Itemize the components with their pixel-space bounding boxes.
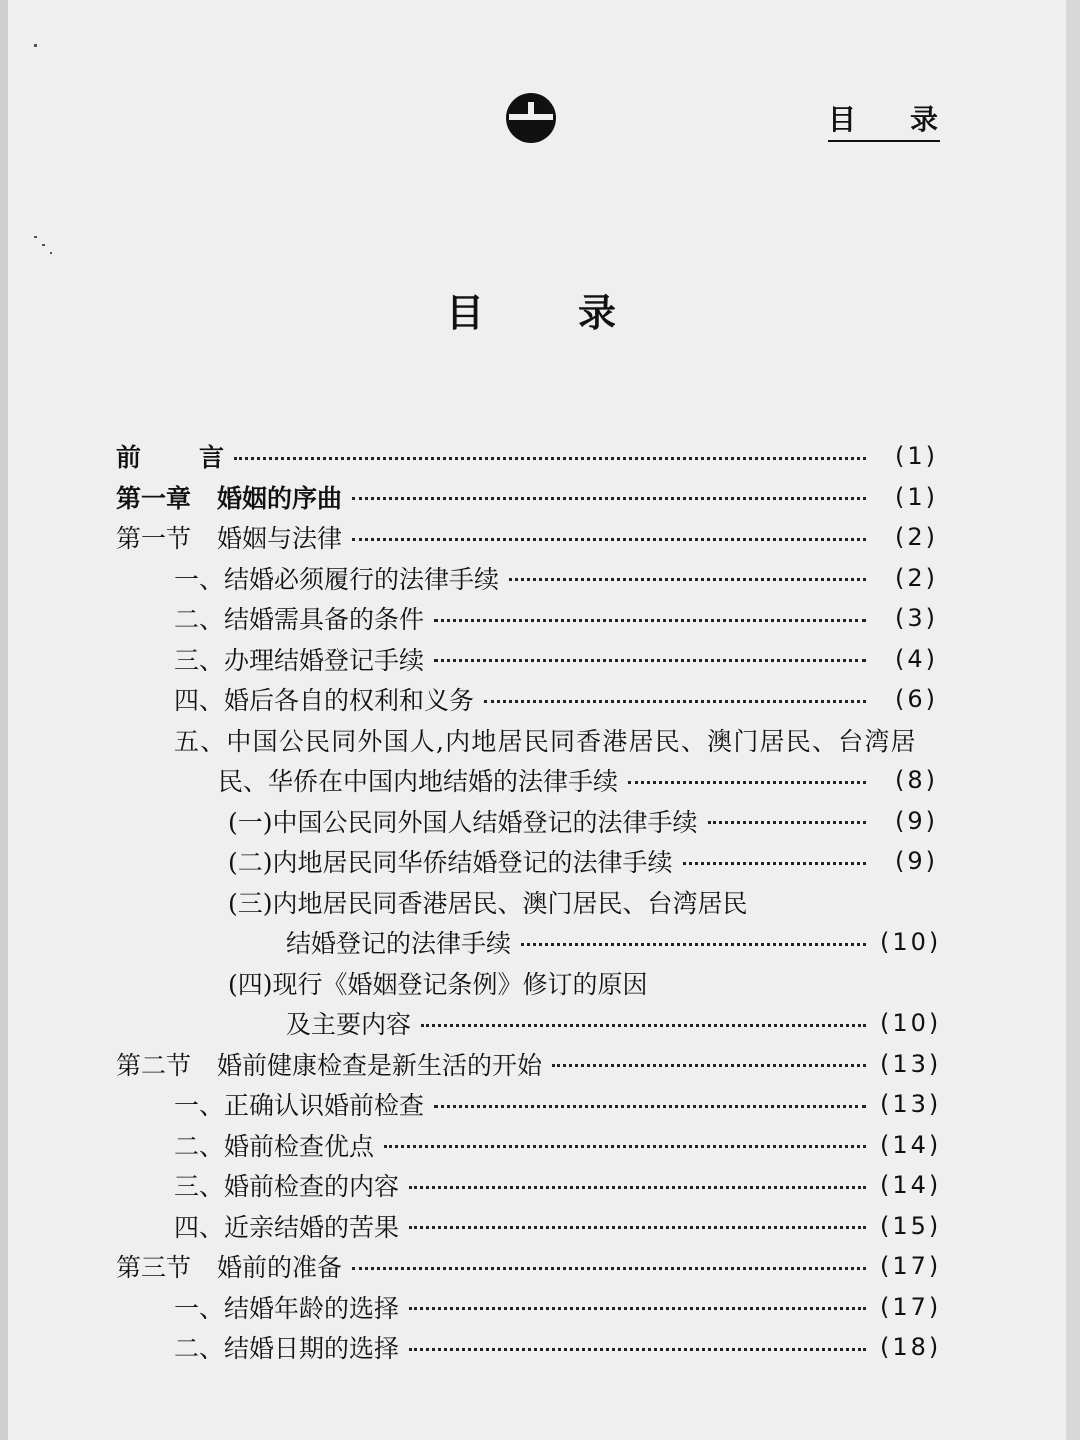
toc-entry (116, 1246, 942, 1287)
toc-entry-title (116, 479, 342, 515)
toc-entry-title (116, 1248, 342, 1284)
scan-speck (50, 252, 52, 254)
toc-entry-number: 第一节 (116, 524, 192, 554)
page-edge-left (0, 0, 8, 1440)
toc-entry (116, 922, 942, 963)
toc-entry (116, 801, 938, 842)
toc-entry (116, 558, 938, 599)
toc-page-number: (10) (880, 928, 942, 957)
toc-entry (116, 720, 938, 761)
toc-entry-title: 四、婚后各自的权利和义务 (174, 686, 475, 716)
toc-entry-title: (三)内地居民同香港居民、澳门居民、台湾居民 (228, 888, 748, 918)
toc-entry (116, 1003, 942, 1044)
dot-leader (409, 1348, 866, 1351)
dot-leader (628, 781, 866, 784)
toc-entry-heading: 婚前健康检查是新生活的开始 (217, 1050, 543, 1080)
dot-leader (409, 1307, 866, 1310)
dot-leader (683, 862, 866, 865)
toc-entry-title: 一、正确认识婚前检查 (174, 1091, 425, 1121)
running-header-right: 录 (909, 103, 940, 136)
toc-page-number: (1) (895, 482, 938, 511)
toc-entry-heading: 婚姻的序曲 (217, 483, 343, 513)
toc-entry-title: 民、华侨在中国内地结婚的法律手续 (218, 767, 619, 797)
toc-page-number: (13) (880, 1090, 942, 1119)
toc-entry (116, 1206, 942, 1247)
toc-page-number: (15) (880, 1211, 942, 1240)
dot-leader (434, 619, 866, 622)
toc-entry (116, 882, 938, 923)
toc-page-number: (4) (895, 644, 938, 673)
dot-leader (421, 1024, 866, 1027)
page-title-left: 目 (446, 291, 485, 335)
toc-page-number: (1) (895, 442, 938, 471)
toc-entry-number: 前 (116, 443, 142, 473)
dot-leader (509, 578, 866, 581)
toc-entry-heading: 婚前的准备 (217, 1253, 343, 1283)
toc-page-number: (2) (895, 523, 938, 552)
running-header (828, 98, 940, 142)
dot-leader (234, 457, 866, 460)
dot-leader (484, 700, 866, 703)
toc-page-number: (6) (895, 685, 938, 714)
toc-entry-number: 第三节 (116, 1253, 192, 1283)
toc-entry (116, 679, 938, 720)
toc-entry (116, 1044, 942, 1085)
toc-entry-title: 二、结婚日期的选择 (174, 1334, 400, 1364)
dot-leader (552, 1064, 866, 1067)
toc-entry (116, 1084, 942, 1125)
toc-entry-title: 及主要内容 (286, 1010, 412, 1040)
toc-page-number: (3) (895, 604, 938, 633)
toc-page-number: (18) (880, 1333, 942, 1362)
toc-entry-title: 二、婚前检查优点 (174, 1131, 375, 1161)
toc-entry-title: 二、结婚需具备的条件 (174, 605, 425, 635)
page-title-right: 录 (577, 291, 616, 335)
scan-speck (34, 236, 37, 238)
dot-leader (521, 943, 866, 946)
toc-page-number: (17) (880, 1292, 942, 1321)
toc-entry-title (116, 1046, 542, 1082)
toc-page-number: (17) (880, 1252, 942, 1281)
dot-leader (352, 538, 866, 541)
toc-page-number: (2) (895, 563, 938, 592)
toc-entry-number: 第二节 (116, 1050, 192, 1080)
scan-speck (42, 244, 45, 246)
toc-entry (116, 598, 938, 639)
toc-entry-title (116, 519, 342, 555)
toc-entry-title: (二)内地居民同华侨结婚登记的法律手续 (228, 848, 673, 878)
toc-entry (116, 477, 938, 518)
dot-leader (384, 1145, 866, 1148)
publisher-logo-icon (505, 92, 557, 144)
toc-entry-title (116, 438, 224, 474)
toc-entry (116, 436, 938, 477)
toc-page-number: (14) (880, 1171, 942, 1200)
toc-entry-title: (四)现行《婚姻登记条例》修订的原因 (228, 969, 648, 999)
toc-entry (116, 841, 938, 882)
toc-entry-title: 三、婚前检查的内容 (174, 1172, 400, 1202)
toc-page-number: (14) (880, 1130, 942, 1159)
toc-entry (116, 760, 938, 801)
toc-entry (116, 639, 938, 680)
toc-entry-number: 第一章 (116, 483, 192, 513)
toc-entry (116, 1287, 942, 1328)
toc-entry-heading: 言 (199, 443, 225, 473)
toc-page-number: (13) (880, 1049, 942, 1078)
page-edge-right (1066, 0, 1080, 1440)
toc-entry-title: 三、办理结婚登记手续 (174, 645, 425, 675)
toc-entry-heading: 婚姻与法律 (217, 524, 343, 554)
table-of-contents (116, 436, 942, 1368)
toc-page-number: (10) (880, 1009, 942, 1038)
toc-page-number: (8) (895, 766, 938, 795)
toc-entry-title: 结婚登记的法律手续 (286, 929, 512, 959)
dot-leader (409, 1186, 866, 1189)
toc-entry (116, 1165, 942, 1206)
toc-page-number: (9) (895, 806, 938, 835)
toc-entry-title: 五、中国公民同外国人,内地居民同香港居民、澳门居民、台湾居 (174, 726, 917, 756)
dot-leader (352, 497, 866, 500)
toc-entry-title: 四、近亲结婚的苦果 (174, 1212, 400, 1242)
toc-entry (116, 1125, 942, 1166)
toc-entry (116, 517, 938, 558)
page-title (446, 282, 616, 337)
running-header-left: 目 (828, 103, 859, 136)
toc-entry (116, 1327, 942, 1368)
toc-entry-title: 一、结婚必须履行的法律手续 (174, 564, 500, 594)
toc-entry-title: 一、结婚年龄的选择 (174, 1293, 400, 1323)
dot-leader (708, 821, 866, 824)
toc-entry-title: (一)中国公民同外国人结婚登记的法律手续 (228, 807, 698, 837)
dot-leader (434, 1105, 866, 1108)
dot-leader (409, 1226, 866, 1229)
dot-leader (434, 659, 866, 662)
toc-page-number: (9) (895, 847, 938, 876)
dot-leader (352, 1267, 866, 1270)
scan-speck (34, 44, 37, 47)
toc-entry (116, 963, 938, 1004)
